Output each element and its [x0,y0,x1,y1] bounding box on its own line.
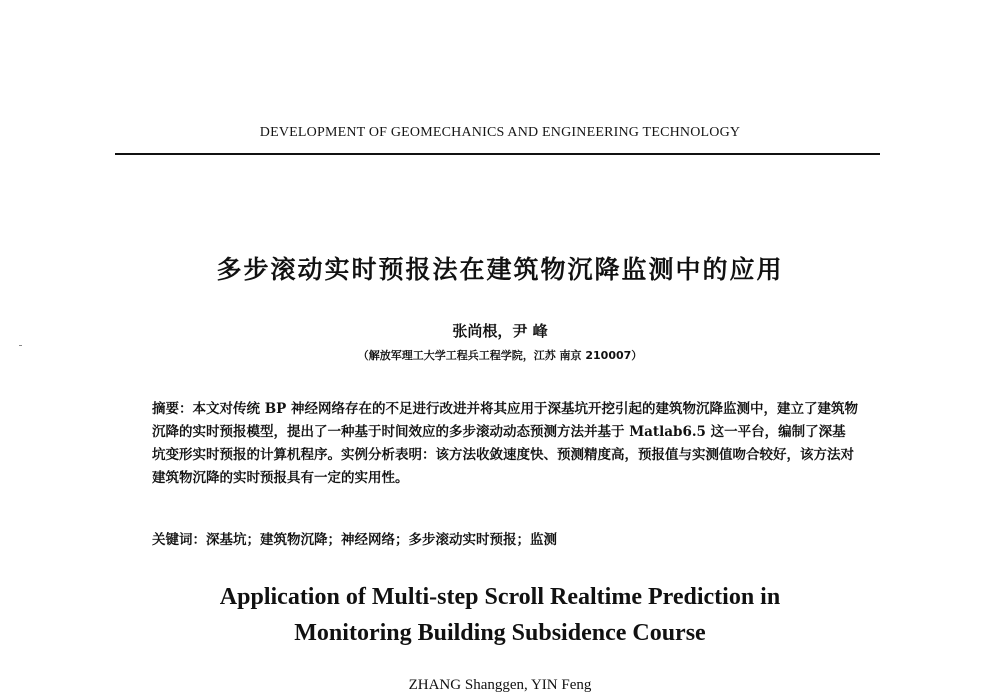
english-title-line2: Monitoring Building Subsidence Course [294,620,706,646]
keywords-label: 关键词： [152,532,206,548]
keywords-text: 深基坑；建筑物沉降；神经网络；多步滚动实时预报；监测 [206,532,557,548]
abstract-text: 本文对传统 BP 神经网络存在的不足进行改进并将其应用于深基坑开挖引起的建筑物沉降监测中，建立了建筑物沉降的实时预报模型，提出了一种基于时间效应的多步滚动动态预测方法并基于 Matlab6.5 这一平台，编制了深基坑变形实时预报的计算机程序。实例分析表明：该方法收敛速度快、预测精度高，预报值与实测值吻合较好，该方法对建筑物沉降的实时预报具有一定的实用性。 [152,401,858,486]
chinese-title: 多步滚动实时预报法在建筑物沉降监测中的应用 [216,255,784,284]
keywords-block [152,528,858,548]
english-title-line1: Application of Multi-step Scroll Realtime Prediction in [219,584,781,610]
abstract-label: 摘要： [152,401,193,417]
journal-header: DEVELOPMENT OF GEOMECHANICS AND ENGINEERING TECHNOLOGY [259,125,741,140]
english-title [0,579,1000,651]
chinese-affiliation: （解放军理工大学工程兵工程学院，江苏 南京 210007） [357,349,643,362]
abstract-block [152,398,858,490]
scan-speck [19,345,22,346]
chinese-authors: 张尚根，尹 峰 [452,322,548,340]
english-authors: ZHANG Shanggen, YIN Feng [408,677,592,693]
header-rule [115,153,880,155]
